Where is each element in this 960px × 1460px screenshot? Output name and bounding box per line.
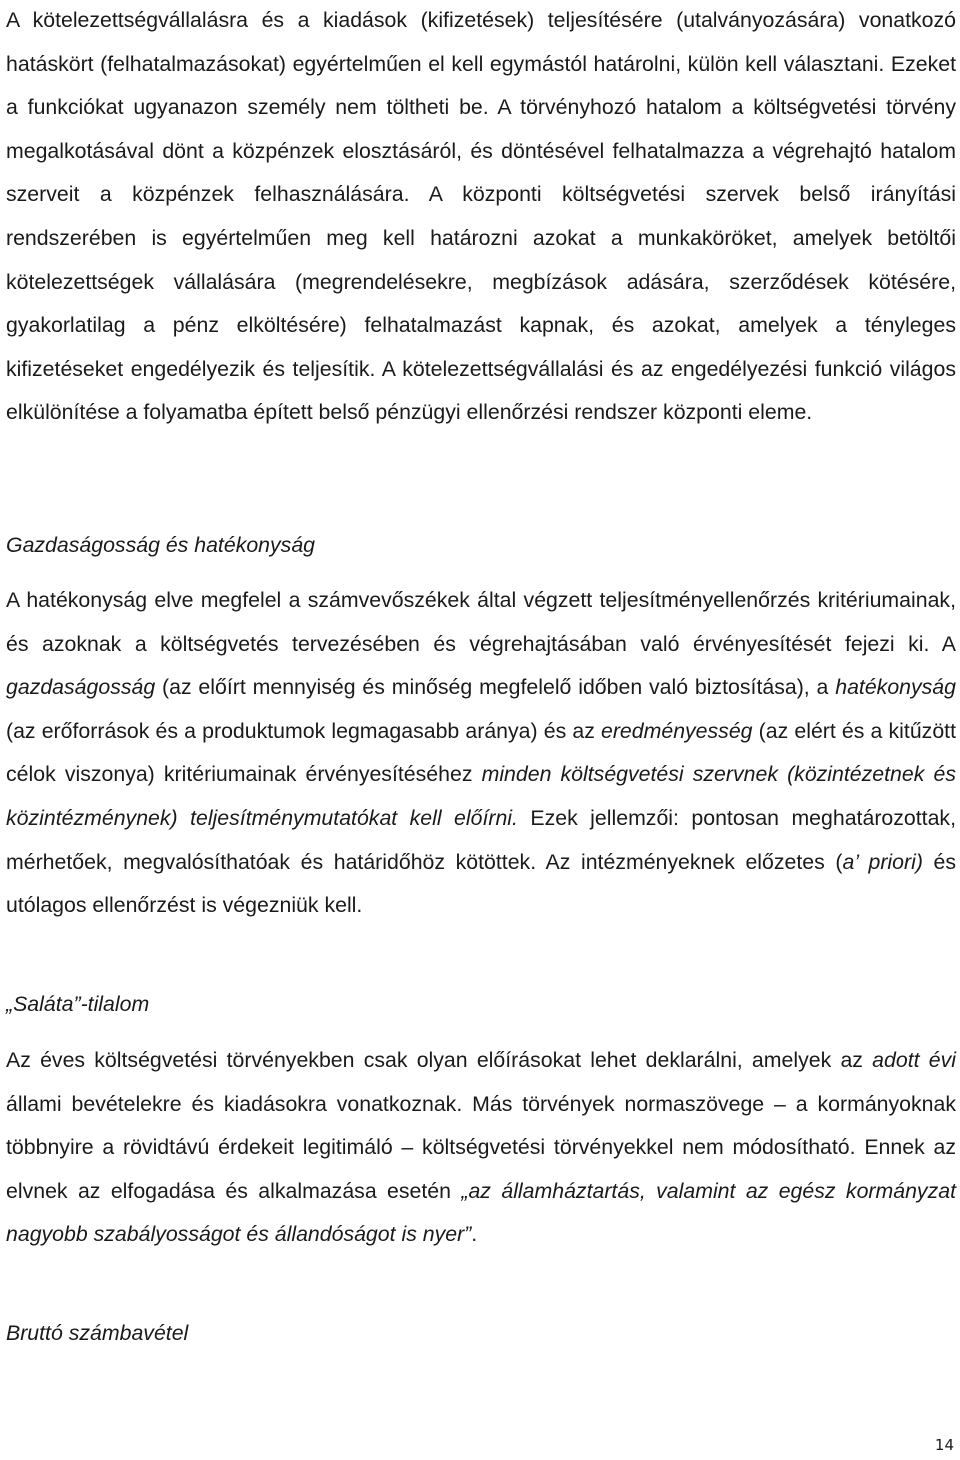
italic-requirement: minden költségvetési szervnek (közintézetnek és közintézménynek) teljesítménymutatókat kell előírni. bbox=[6, 762, 956, 830]
paragraph-text: (az erőforrások és a produktumok legmagasabb aránya) és az bbox=[6, 718, 601, 743]
paragraph-text: és utólagos ellenőrzést is végezniük kell. bbox=[6, 849, 956, 918]
paragraph-salad-ban bbox=[6, 1039, 956, 1257]
paragraph-efficiency bbox=[6, 579, 956, 928]
section-heading-gross-accounting: Bruttó számbavétel bbox=[6, 1321, 189, 1345]
italic-quote: „az államháztartás, valamint az egész kormányzat nagyobb szabályosságot és állandóságot is nyer” bbox=[6, 1178, 956, 1247]
paragraph-text: A hatékonyság elve megfelel a számvevőszékek által végzett teljesítményellenőrzés kritériumainak, és azoknak a költségvetés tervezésében és végrehajtásában való érvényesítését fejezi ki. A bbox=[6, 588, 956, 656]
section-heading-efficiency: Gazdaságosság és hatékonyság bbox=[6, 533, 316, 557]
paragraph-text: Az éves költségvetési törvényekben csak olyan előírásokat lehet deklarálni, amelyek az bbox=[6, 1048, 873, 1072]
italic-term-effectiveness: eredményesség bbox=[600, 718, 753, 743]
paragraph-text: . bbox=[471, 1222, 478, 1247]
italic-given-year: adott évi bbox=[872, 1048, 956, 1072]
italic-term-economy: gazdaságosság bbox=[6, 675, 156, 700]
paragraph-text: (az elért és a kitűzött célok viszonya) kritériumainak érvényesítéséhez bbox=[6, 718, 956, 787]
paragraph-text: állami bevételekre és kiadásokra vonatkoznak. Más törvények normaszövege – a kormányoknak többnyire a rövidtávú érdekeit legitimáló – költségvetési törvényekkel nem módosítható. Ennek az elvnek az elfogadása és alkalmazása esetén bbox=[6, 1091, 956, 1203]
paragraph-text: A kötelezettségvállalásra és a kiadások (kifizetések) teljesítésére (utalványozására) vonatkozó hatáskört (felhatalmazásokat) egyértelműen el kell egymástól határolni, külön kell választani. Ezeket a funkciókat ugyanazon személy nem töltheti be. A törvényhozó hatalom a költségvetési törvény megalkotásával dönt a közpénzek elosztásáról, és döntésével felhatalmazza a végrehajtó hatalom szerveit a közpénzek felhasználására. A központi költségvetési szervek belső irányítási rendszerében is egyértelműen meg kell határozni azokat a munkaköröket, amelyek betöltői kötelezettségek vállalására (megrendelésekre, megbízások adására, szerződések kötésére, gyakorlatilag a pénz elköltésére) felhatalmazást kapnak, és azokat, amelyek a tényleges kifizetéseket engedélyezik és teljesítik. A kötelezettségvállalási és az engedélyezési funkció világos elkülönítése a folyamatba épített belső pénzügyi ellenőrzési rendszer központi eleme. bbox=[6, 8, 956, 425]
paragraph-text: Ezek jellemzői: pontosan meghatározottak, mérhetőek, megvalósíthatóak és határidőhöz kötöttek. Az intézményeknek előzetes ( bbox=[6, 805, 956, 874]
paragraph-text: (az előírt mennyiség és minőség megfelelő időben való biztosítása), a bbox=[155, 675, 836, 700]
page-number: 14 bbox=[934, 1436, 954, 1454]
paragraph-responsibility-separation bbox=[6, 0, 956, 435]
italic-term-efficiency: hatékonyság bbox=[835, 675, 956, 700]
italic-a-priori: a’ priori) bbox=[842, 849, 923, 874]
section-heading-salad-ban: „Saláta”-tilalom bbox=[6, 992, 150, 1016]
